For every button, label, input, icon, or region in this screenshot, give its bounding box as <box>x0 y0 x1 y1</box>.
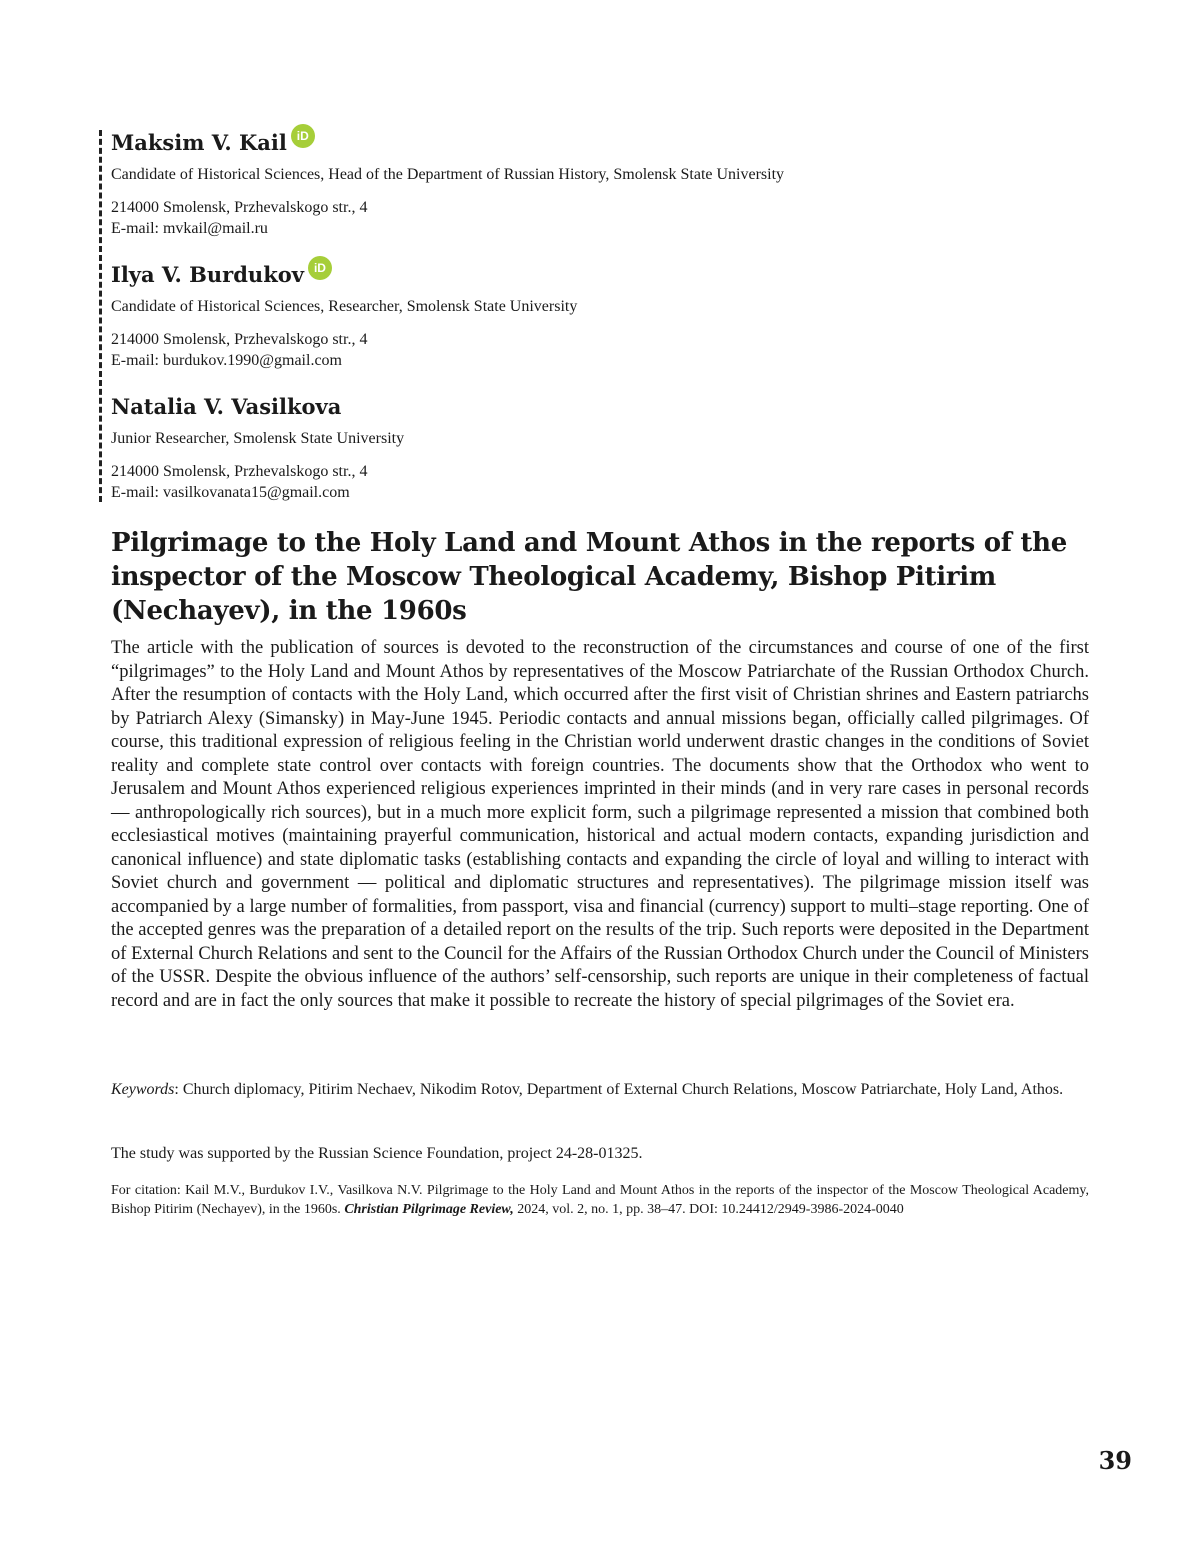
keywords-text: : Church diplomacy, Pitirim Nechaev, Nikodim Rotov, Department of External Church Relations, Moscow Patriarchate, Holy Land, Athos. <box>174 1081 1063 1098</box>
author-email[interactable]: E-mail: mvkail@mail.ru <box>111 218 1091 239</box>
author-address: 214000 Smolensk, Przhevalskogo str., 4 <box>111 461 1091 482</box>
author-address: 214000 Smolensk, Przhevalskogo str., 4 <box>111 197 1091 218</box>
author-affiliation: Candidate of Historical Sciences, Head of the Department of Russian History, Smolensk State University <box>111 165 1091 185</box>
author-burdukov <box>111 262 1091 371</box>
author-name: Natalia V. Vasilkova <box>111 394 341 420</box>
author-email[interactable]: E-mail: burdukov.1990@gmail.com <box>111 350 1091 371</box>
keywords <box>111 1078 1089 1101</box>
author-name: Maksim V. Kail <box>111 130 287 156</box>
abstract: The article with the publication of sources is devoted to the reconstruction of the circumstances and course of one of the first “pilgrimages” to the Holy Land and Mount Athos by representatives of the Moscow Patriarchate of the Russian Orthodox Church. After the resumption of contacts with the Holy Land, which occurred after the first visit of Christian shrines and Eastern patriarchs by Patriarch Alexy (Simansky) in May-June 1945. Periodic contacts and annual missions began, officially called pilgrimages. Of course, this traditional expression of religious feeling in the Christian world underwent drastic changes in the conditions of Soviet reality and complete state control over contacts with foreign countries. The documents show that the Orthodox who went to Jerusalem and Mount Athos experienced religious experiences imprinted in their minds (and in very rare cases in personal records — anthropologically rich sources), but in a much more explicit form, such a pilgrimage represented a mission that combined both ecclesiastical motives (maintaining prayerful communication, historical and actual modern contacts, expanding jurisdiction and canonical influence) and state diplomatic tasks (establishing contacts and expanding the circle of loyal and willing to interact with Soviet church and government — political and diplomatic structures and representatives). The pilgrimage mission itself was accompanied by a large number of formalities, from passport, visa and financial (currency) support to multi–stage reporting. One of the accepted genres was the preparation of a detailed report on the results of the trip. Such reports were deposited in the Department of External Church Relations and sent to the Council for the Affairs of the Russian Orthodox Church under the Council of Ministers of the USSR. Despite the obvious influence of the authors’ self-censorship, such reports are unique in their completeness of factual record and are in fact the only sources that make it possible to recreate the history of special pilgrimages of the Soviet era. <box>111 637 1089 1013</box>
author-vasilkova <box>111 394 1091 503</box>
author-name-row <box>111 394 1091 420</box>
citation-prefix: For citation: Kail M.V., Burdukov I.V., Vasilkova N.V. Pilgrimage to the Holy Land and Mount Athos in the reports of the inspector of the Moscow Theological Academy, Bishop Pitirim (Nechayev), in the 1960s. <box>111 1183 1089 1217</box>
orcid-icon[interactable]: iD <box>308 256 332 280</box>
author-email[interactable]: E-mail: vasilkovanata15@gmail.com <box>111 482 1091 503</box>
page-number: 39 <box>1099 1446 1132 1476</box>
article-title: Pilgrimage to the Holy Land and Mount Athos in the reports of the inspector of the Moscow Theological Academy, Bishop Pitirim (Nechayev), in the 1960s <box>111 526 1071 628</box>
author-contact <box>111 197 1091 239</box>
author-kail <box>111 130 1091 239</box>
author-name: Ilya V. Burdukov <box>111 262 304 288</box>
citation-journal: Christian Pilgrimage Review, <box>344 1202 513 1217</box>
author-address: 214000 Smolensk, Przhevalskogo str., 4 <box>111 329 1091 350</box>
author-contact <box>111 329 1091 371</box>
author-affiliation: Junior Researcher, Smolensk State University <box>111 429 1091 449</box>
citation-suffix: 2024, vol. 2, no. 1, pp. 38–47. DOI: 10.24412/2949-3986-2024-0040 <box>514 1202 904 1217</box>
citation <box>111 1181 1089 1219</box>
author-name-row <box>111 262 1091 288</box>
author-affiliation: Candidate of Historical Sciences, Researcher, Smolensk State University <box>111 297 1091 317</box>
author-name-row <box>111 130 1091 156</box>
keywords-label: Keywords <box>111 1081 174 1098</box>
dashed-divider <box>99 130 102 502</box>
funding-note: The study was supported by the Russian Science Foundation, project 24-28-01325. <box>111 1143 1089 1164</box>
author-contact <box>111 461 1091 503</box>
authors-block <box>99 130 1099 502</box>
orcid-icon[interactable]: iD <box>291 124 315 148</box>
